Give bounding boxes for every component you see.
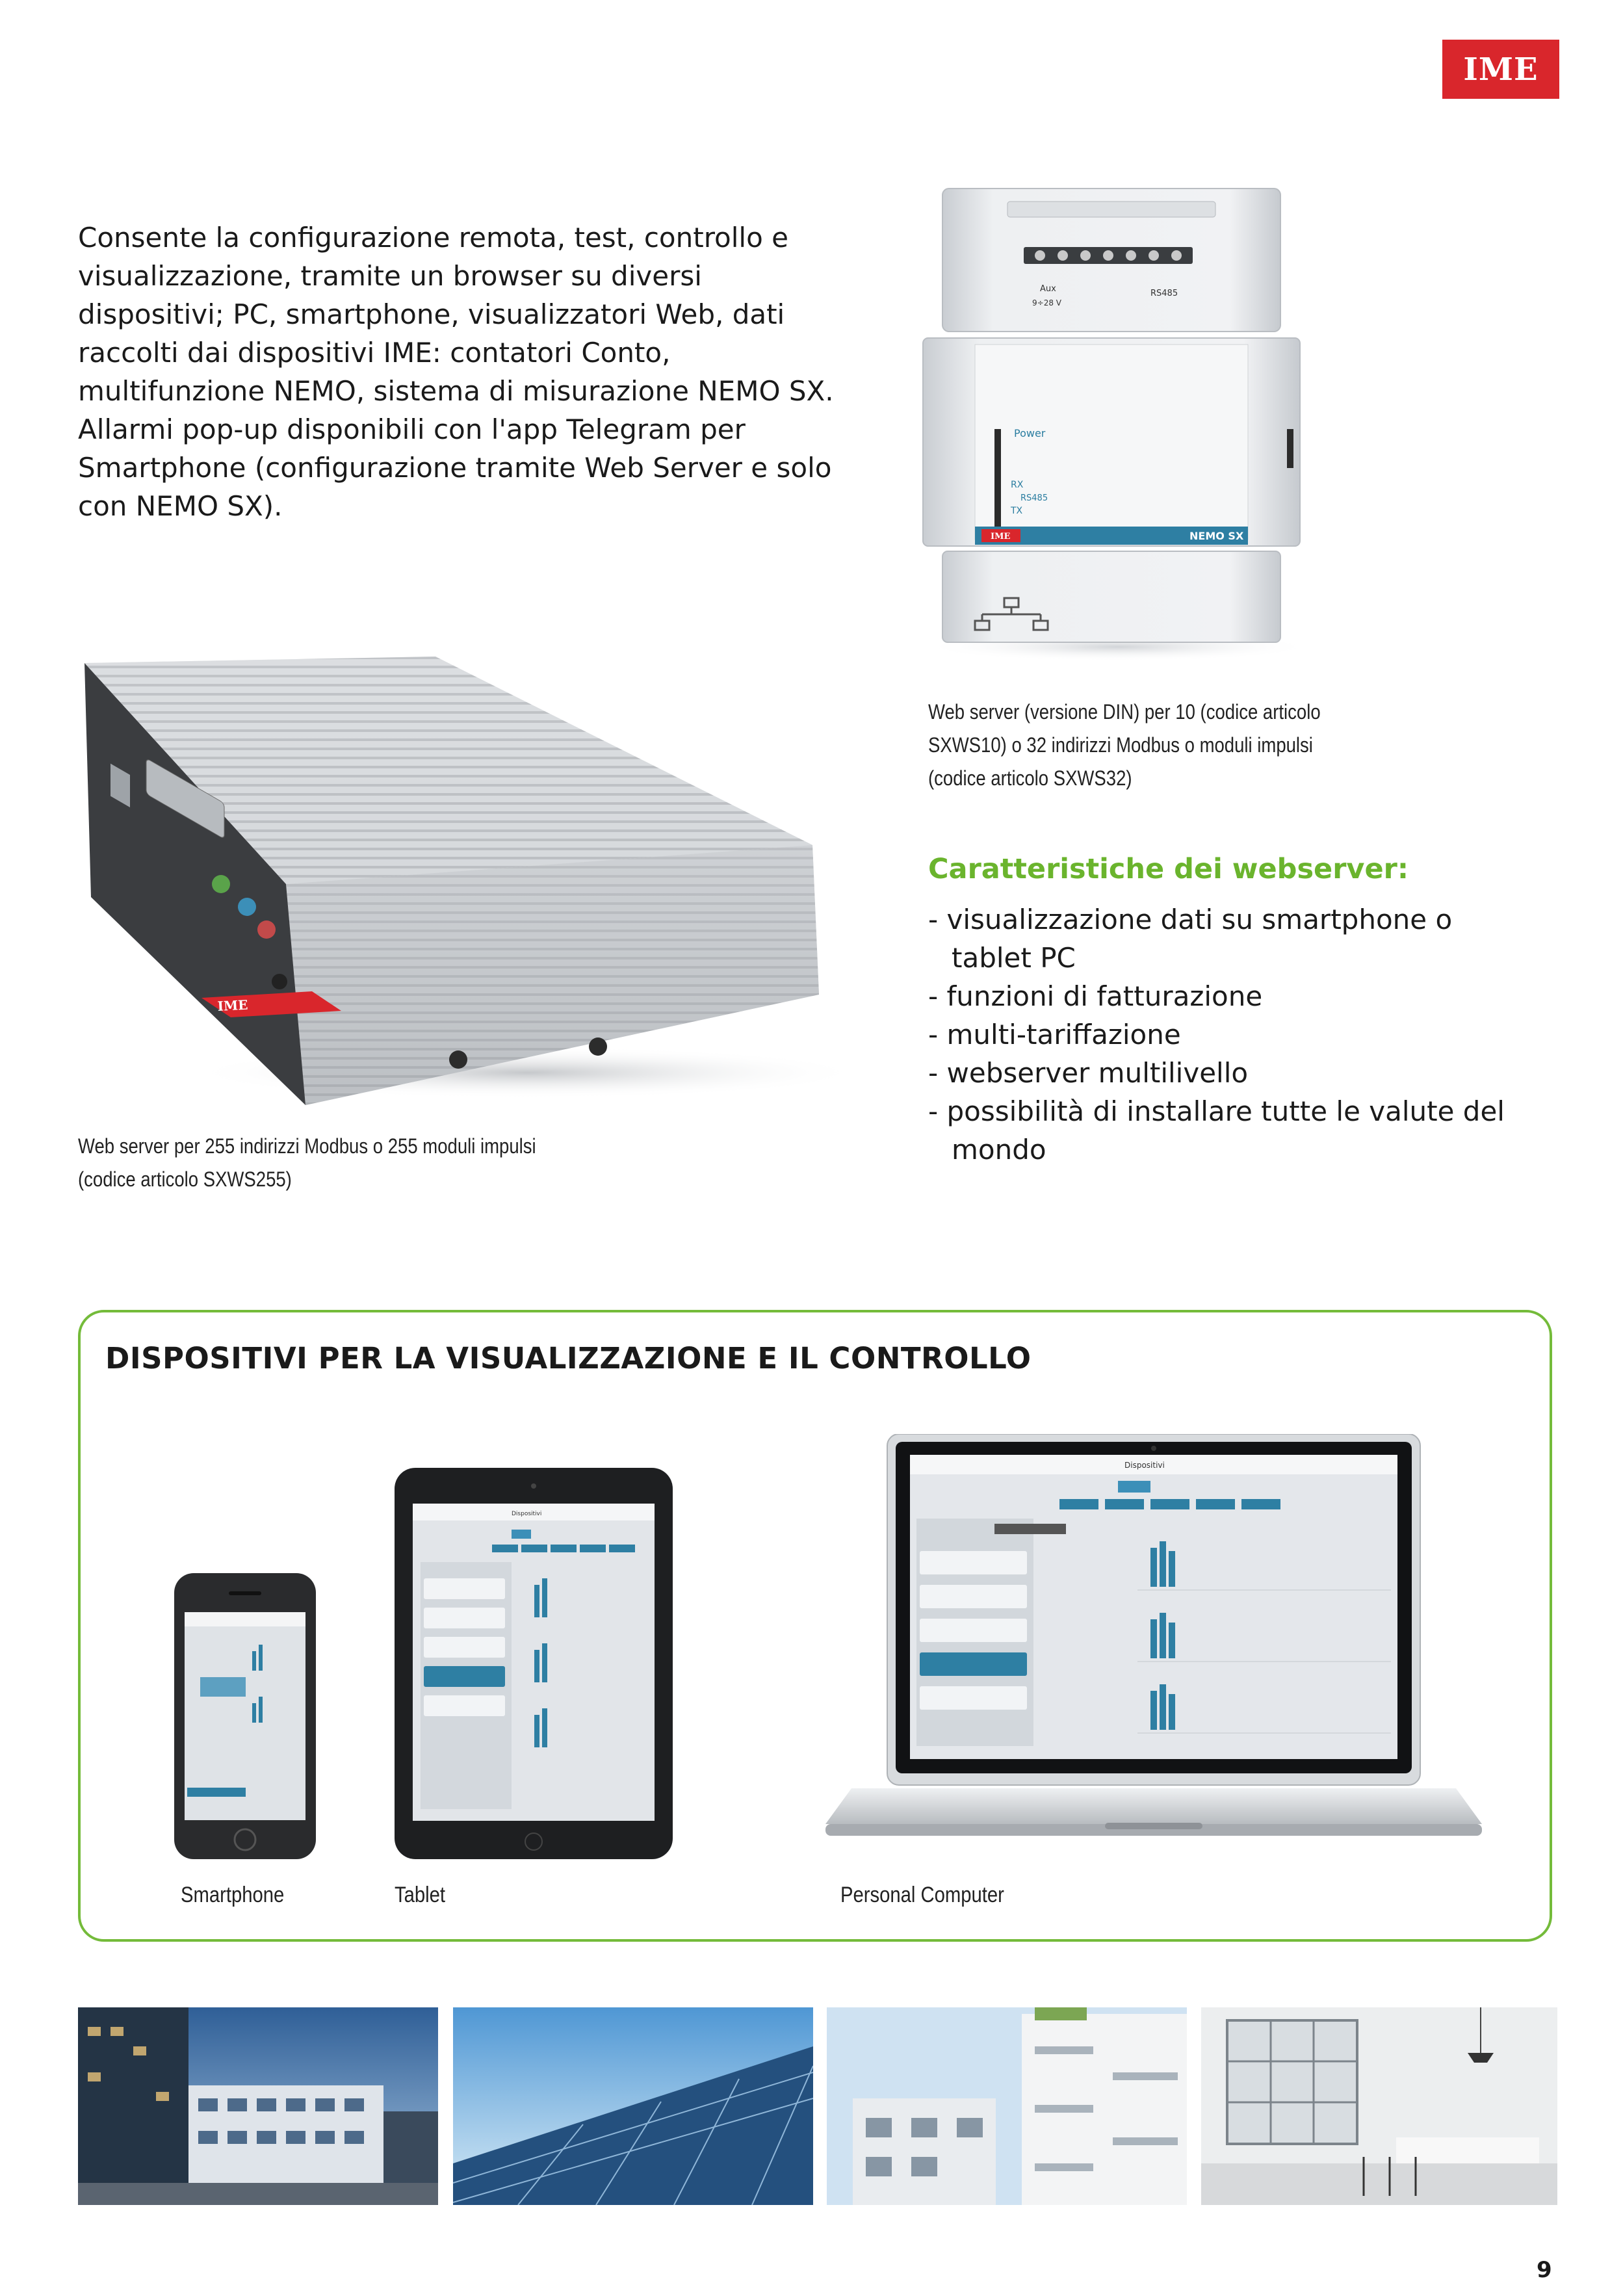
din-tx-label: TX (1011, 506, 1023, 516)
din-webserver-image (910, 182, 1313, 663)
pc-label: Personal Computer (840, 1883, 1004, 1907)
panel-title: DISPOSITIVI PER LA VISUALIZZAZIONE E IL CONTROLLO (105, 1341, 1032, 1376)
page-number: 9 (1537, 2257, 1552, 2283)
box-brand-label: IME (217, 997, 248, 1014)
photo-solar-panels (453, 2007, 813, 2205)
din-rx-label: RX (1011, 480, 1024, 490)
features-list (928, 900, 1513, 1169)
intro-text (78, 218, 845, 525)
laptop-image (825, 1434, 1482, 1857)
box-webserver-image (71, 657, 845, 1112)
laptop-screen-title: Dispositivi (1124, 1461, 1165, 1470)
smartphone-image (174, 1573, 316, 1859)
ime-logo: IME (1442, 40, 1559, 99)
din-voltage-label: 9÷28 V (1032, 298, 1061, 307)
features-title: Caratteristiche dei webserver: (928, 853, 1409, 885)
smartphone-label: Smartphone (181, 1883, 285, 1907)
din-rs485-label: RS485 (1020, 493, 1048, 503)
photo-buildings-night (78, 2007, 438, 2205)
list-item: - funzioni di fatturazione (928, 980, 1263, 1012)
list-item: - webserver multilivello (928, 1057, 1249, 1089)
photo-interior (1201, 2007, 1557, 2205)
din-model-label: NEMO SX (1189, 530, 1244, 542)
list-item: - multi-tariffazione (928, 1019, 1181, 1050)
din-aux-label: Aux (1040, 284, 1056, 294)
din-rs485-top-label: RS485 (1150, 289, 1178, 298)
din-brand-label: IME (991, 532, 1011, 541)
list-item: - visualizzazione dati su smartphone o tablet PC (928, 904, 1453, 974)
din-power-label: Power (1014, 427, 1046, 439)
din-device-caption: Web server (versione DIN) per 10 (codice articolo SXWS10) o 32 indirizzi Modbus o moduli impulsi (codice articolo SXWS32) (928, 700, 1321, 790)
intro-paragraph-1: Consente la configurazione remota, test, controllo e visualizzazione, tramite un browser su diversi dispositivi; PC, smartphone, visualizzatori Web, dati raccolti dai dispositivi IME: contatori Conto, multifunzione NEMO, sistema di misurazione NEMO SX. (78, 222, 834, 407)
tablet-image (395, 1468, 673, 1859)
tablet-screen-title: Dispositivi (512, 1511, 542, 1517)
list-item: - possibilità di installare tutte le valute del mondo (928, 1095, 1505, 1166)
photo-white-apartments (827, 2007, 1187, 2205)
box-device-caption: Web server per 255 indirizzi Modbus o 255 moduli impulsi (codice articolo SXWS255) (78, 1134, 536, 1191)
tablet-label: Tablet (395, 1883, 446, 1907)
intro-paragraph-2: Allarmi pop-up disponibili con l'app Telegram per Smartphone (configurazione tramite Web Server e solo con NEMO SX). (78, 413, 832, 522)
